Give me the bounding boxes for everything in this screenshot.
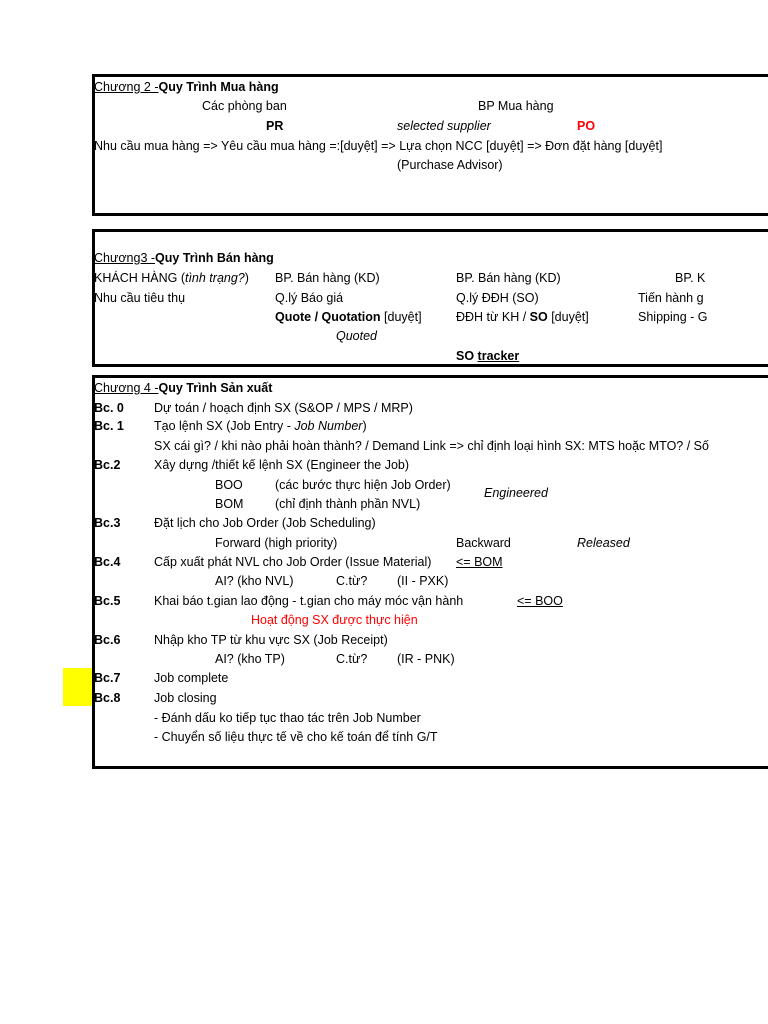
step1-text: Tạo lệnh SX (Job Entry -	[154, 419, 295, 433]
closing-note-2: - Chuyển số liệu thực tế về cho kế toán để tính G/T	[154, 730, 438, 744]
yellow-highlight	[63, 668, 92, 706]
purchase-flow: Nhu cầu mua hàng => Yêu cầu mua hàng =:[duyệt] => Lựa chọn NCC [duyệt] => Đơn đặt hàng [duyệt]	[94, 139, 663, 153]
activity-performed: Hoạt động SX được thực hiện	[251, 613, 418, 627]
ctu-label-1: C.từ?	[336, 574, 368, 588]
so-tracker	[456, 348, 519, 364]
quote-management: Q.lý Báo giá	[275, 291, 344, 305]
purchase-advisor: (Purchase Advisor)	[397, 158, 503, 172]
step1-end: )	[362, 419, 367, 433]
quotation-approve: [duyệt]	[380, 310, 422, 324]
le-boo-label: <= BOO	[517, 594, 563, 608]
customer-label	[94, 270, 249, 286]
step-text: Cấp xuất phát NVL cho Job Order (Issue Material)	[154, 555, 432, 569]
customer-text: KHÁCH HÀNG (	[94, 271, 185, 285]
ii-pxk-label: (II - PXK)	[397, 574, 449, 588]
step-label: Bc.7	[94, 671, 121, 685]
backward-label: Backward	[456, 536, 511, 550]
ctu-label-2: C.từ?	[336, 652, 368, 666]
step-text: Xây dựng /thiết kế lệnh SX (Engineer the Job)	[154, 458, 410, 472]
sales-dept-3: BP. K	[675, 271, 706, 285]
pr-label: PR	[266, 119, 284, 133]
proceed-text: Tiến hành g	[638, 291, 704, 305]
so-tracker-word: tracker	[477, 349, 520, 363]
bom-desc: (chỉ định thành phần NVL)	[275, 497, 421, 511]
step-text: SX cái gì? / khi nào phải hoàn thành? / Demand Link => chỉ định loại hình SX: MTS hoặc MTO? / Số	[154, 439, 709, 453]
consumer-need: Nhu cầu tiêu thụ	[94, 291, 186, 305]
engineered-label: Engineered	[484, 486, 548, 500]
closing-note-1: - Đánh dấu ko tiếp tục thao tác trên Job Number	[154, 711, 421, 725]
quotation-line	[275, 309, 422, 325]
step-text: Khai báo t.gian lao động - t.gian cho máy móc vận hành	[154, 594, 464, 608]
step-label: Bc.3	[94, 516, 121, 530]
sales-dept-1: BP. Bán hàng (KD)	[275, 271, 380, 285]
step-text: Job complete	[154, 671, 229, 685]
chapter4-title: Quy Trình Sản xuất	[158, 381, 273, 395]
boo-desc: (các bước thực hiện Job Order)	[275, 478, 451, 492]
forward-label: Forward (high priority)	[215, 536, 338, 550]
chapter4-prefix: Chương 4 -	[94, 381, 159, 395]
so-management: Q.lý ĐĐH (SO)	[456, 291, 539, 305]
ir-pnk-label: (IR - PNK)	[397, 652, 455, 666]
step-text: Dự toán / hoạch định SX (S&OP / MPS / MRP)	[154, 401, 413, 415]
released-label: Released	[577, 536, 630, 550]
step-text: Nhập kho TP từ khu vực SX (Job Receipt)	[154, 633, 388, 647]
so-bold: SO	[529, 310, 548, 324]
chapter3-title: Quy Trình Bán hàng	[155, 251, 274, 265]
so-line	[456, 309, 589, 325]
bom-label: BOM	[215, 497, 244, 511]
ai-tp-label: AI? (kho TP)	[215, 652, 285, 666]
step-label: Bc.2	[94, 458, 121, 472]
quoted-label: Quoted	[336, 329, 378, 343]
step-label: Bc.6	[94, 633, 121, 647]
step1-italic: Job Number	[294, 419, 363, 433]
shipping-text: Shipping - G	[638, 310, 708, 324]
le-bom-label: <= BOM	[456, 555, 503, 569]
quotation-bold: Quote / Quotation	[275, 310, 381, 324]
step-label: Bc.5	[94, 594, 121, 608]
step-text: Đặt lịch cho Job Order (Job Scheduling)	[154, 516, 376, 530]
chapter2-title: Quy Trình Mua hàng	[158, 80, 279, 94]
selected-supplier-label: selected supplier	[397, 119, 491, 133]
step-label: Bc. 0	[94, 401, 124, 415]
chapter2-heading	[94, 79, 279, 95]
step-label: Bc.8	[94, 691, 121, 705]
chapter3-prefix: Chương3 -	[94, 251, 156, 265]
dept-left: Các phòng ban	[202, 99, 287, 113]
boo-label: BOO	[215, 478, 243, 492]
chapter3-heading	[94, 250, 274, 266]
customer-close: )	[244, 271, 249, 285]
ai-nvl-label: AI? (kho NVL)	[215, 574, 294, 588]
step-label: Bc.4	[94, 555, 121, 569]
so-approve: [duyệt]	[547, 310, 589, 324]
so-from-customer: ĐĐH từ KH /	[456, 310, 530, 324]
chapter4-heading	[94, 380, 272, 396]
customer-status: tình trạng?	[184, 271, 245, 285]
chapter2-prefix: Chương 2 -	[94, 80, 159, 94]
dept-right: BP Mua hàng	[478, 99, 554, 113]
step-text	[154, 418, 367, 434]
step-label: Bc. 1	[94, 419, 124, 433]
po-label: PO	[577, 119, 596, 133]
so-tracker-so: SO	[456, 349, 478, 363]
sales-dept-2: BP. Bán hàng (KD)	[456, 271, 561, 285]
step-text: Job closing	[154, 691, 217, 705]
